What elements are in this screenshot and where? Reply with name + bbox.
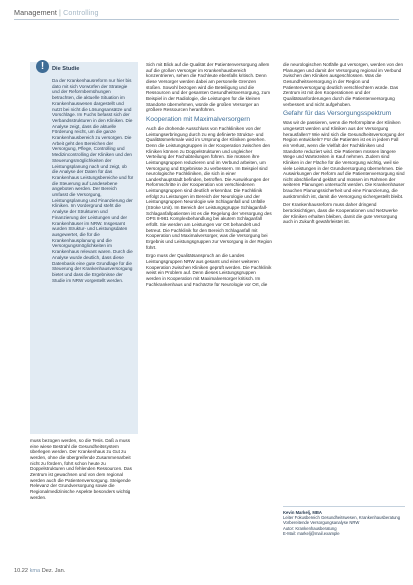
page-number: 10.22: [14, 568, 28, 574]
column-1: [30, 438, 138, 500]
subsection-name: Controlling: [63, 8, 99, 17]
page-header: [14, 8, 99, 17]
paragraph: Auch die drohende Ausschluss von Fachkliniken von der Leistungserbringung durch zu eng definierte Struktur- und Qualitätsmerkmale wird im Ursprung der Kliniken gesehen. Denn die Leistungsgruppen in der Kooperation zwischen den Kliniken können zu Doppelstrukturen und ungleicher Verteilung der Fachabteilungen führen. Sie müssen ihre Leistungsgruppen reduzieren und im Verbund arbeiten, um Versorgung und Ergebnisse zu verbessern. Im Beispiel sind neurologische Fachkliniken, die sich in einer Landeshauptstadt befinden, betroffen. Die Auswirkungen der Reformschritte in der Kooperation von verschiedenen Leistungsgruppen sind deutlich erkennbar. Die Fachklinik erfolgt zu Leistungen im Bereich der Neurologie und der Leistungsgruppen Neurologie wie Schlaganfall und Unfälle (Stroke Unit). Im Bereich der Leistungsgruppe Schlaganfall-Schlaganfallpatienten ist es die Regelung der Versorgung des OPS 8-981 Komplexbehandlung bei akutem Schlaganfall erfüllt. Sie werden am Leistungen vor Ort behandelt und betreut. Die Fachklinik für den Bereich Schlaganfall mit Kooperation und Maximalversorger, was die Versorgung bei Ergebnis und Leistungsgruppen zur Versorgung in der Region führt.: [146, 125, 272, 250]
header-rule: [14, 19, 399, 20]
section-heading-kooperation: Kooperation mit Maximalversorgern: [146, 115, 251, 123]
info-box-text: Da der Krankenhausreform nur hier bis dato mit sich Vorwürfen der Strategie und der Reformbemühungen betrachten, die aktuelle Situation im Krankenhauswesen dargestellt und nutzt bei nicht die Lösungsansätze und Vorschläge. Im Fuchs befasst sich der Verbandsstrukturen in den Kliniken. Die Analyse zeigt, dass die aktuelle Förderung reicht, um die ganze Krankenhausbereich zu versorgen. Die Arbeit geht den Bereichen der Versorgung, Pflege, Controlling und Medizincontrolling der Kliniken und den Steuerungsmöglichkeiten der Leistungsplanung nach und zeigt, ob die Analyse der Daten für das Krankenhaus Leistungsbereiche und für die Steuerung auf Landesebene angeboten werden. Der Bereich umfasst die Versorgung, Leistungsplanung und Finanzierung der Kliniken. Im Vordergrund steht die Analyse der Strukturen und Finanzierung der Leistungen und der Krankenhäuser im NRW. Insgesamt wurden Struktur- und Leistungsdaten ausgewertet, die für die Krankenhausplanung und die Versorgungsmöglichkeiten im Krankenhaus relevant waren. Durch die Analyse wurde deutlich, dass diese Datenbasis eine gute Grundlage für die Steuerung der Krankenhausversorgung bietet und dass die Ergebnisse der Studie im NRW vorgestellt werden.: [52, 78, 134, 283]
author-box: [283, 506, 405, 536]
info-icon: !: [36, 60, 49, 73]
paragraph: Ergo muss der Qualitätsanspruch an die Landes Leistungsgruppen NRW aus gesamt und einer weiteren Kooperation zwischen Kliniken geprüft werden. Die Fachklinik weist ein Problem auf. Denn dieses Leistungsgruppen werden in Kooperation mit Maximalversorger kritisch. Im Fachkrankenhaus und Fachärzte für Neurologie vor Ort, die: [146, 253, 272, 287]
paragraph: die neurologischen Notfälle gut versorgen, werden von den Planungen und damit der Versorgung regional im Verbund zwischen den Kliniken ausgeschlossen. Was die Gesundheitsversorgung in der Region und Patientenversorgung deutlich verschlechtern würde. Das Zentrum ist mit den Kooperationen und der Qualitätsanforderungen durch die Patientenversorgung verbessert und nicht aufgehoben.: [283, 62, 404, 107]
paragraph: Was wir de passieren, wenn die Reformpläne der Kliniken umgesetzt werden und Kliniken aus der Versorgung herausfallen? Wie wird sich die Gesundheitsversorgung der Region entwickeln? Für die Patienten ist es in jedem Fall ein Verlust, wenn die Vielfalt der Fachkliniken und Standorte reduziert wird. Die Patienten müssen längere Wege und Wartezeiten in Kauf nehmen. Zudem sind Kliniken in der Fläche für die Versorgung wichtig, weil sie viele Leistungen in der Grundversorgung übernehmen. Die Auswirkungen der Reform auf die Patientenversorgung sind nicht abschließend geklärt und müssen im Rahmen der weiteren Planungen untersucht werden. Die Krankenhäuser brauchen Planungssicherheit und eine Finanzierung, die auskömmlich ist, damit die Versorgung sichergestellt bleibt.: [283, 120, 405, 199]
paragraph: Sich mit Blick auf die Qualität der Patientenversorgung allem auf die großen Versorger im Krankenhausbereich konzentrieren, sehen die Fachleute ebenfalls kritisch. Denn diese Versorger werden dabei am personelle Grenzen stoßen. Sowohl bezogen wird die Beteiligung und die Ressourcen und der gesamten Gesundheitsversorgung, zum Beispiel in der Radiologie, die Leistungen für die kleinen Standorte übernehmen, würde die großen Versorger an größere Ressourcen heranführen.: [146, 62, 271, 113]
page-footer: [14, 568, 65, 574]
section-name: Management: [14, 8, 57, 17]
author-line: Autor: Krankenhausberatung: [283, 525, 337, 531]
column-2: [146, 62, 272, 287]
author-name: Kevin Markelj, MBA: [283, 510, 322, 515]
section-heading-gefahr: Gefahr für das Versorgungsspektrum: [283, 110, 392, 118]
column-3: [283, 62, 405, 225]
issue-date: Dez. Jan.: [41, 568, 66, 574]
magazine-brand: kma: [29, 568, 41, 574]
info-box-title: Die Studie: [52, 66, 80, 72]
header-separator: |: [56, 8, 64, 17]
author-line: Vorbereitende Versorgungsanalyse NRW: [283, 520, 360, 526]
paragraph: Der Krankenhausreform muss daher dringend berücksichtigen, dass die Kooperationen und Netzwerke der Kliniken erhalten bleiben, damit die gute Versorgung auch in Zukunft gewährleistet ist.: [283, 202, 398, 225]
author-email-link[interactable]: E-Mail: markelj@mail.example: [283, 530, 340, 536]
column-1-paragraph: muss bezogen werden, so die Tesis. Daß a muss eine wiese Bestrahl die Gesundheitssystem überlegen werden. Der Krankenhaus zu Gut zu werden, ohne die übergreifende Zusammenarbeit nicht zu fördern, führt schon heute zu Doppelstrukturen und fehlenden Ressourcen. Das Zentrum ist gewachsen und von dem regional werden auch die Patientenversorgung. Steigende Relevanz der Grundversorgung sowie die Regionalmedizinische Aspekte besonders wichtig werden.: [30, 438, 132, 500]
author-line: Leiter Fokusbereich Gesundheitswesen, Krankenhausberatung: [283, 515, 401, 521]
